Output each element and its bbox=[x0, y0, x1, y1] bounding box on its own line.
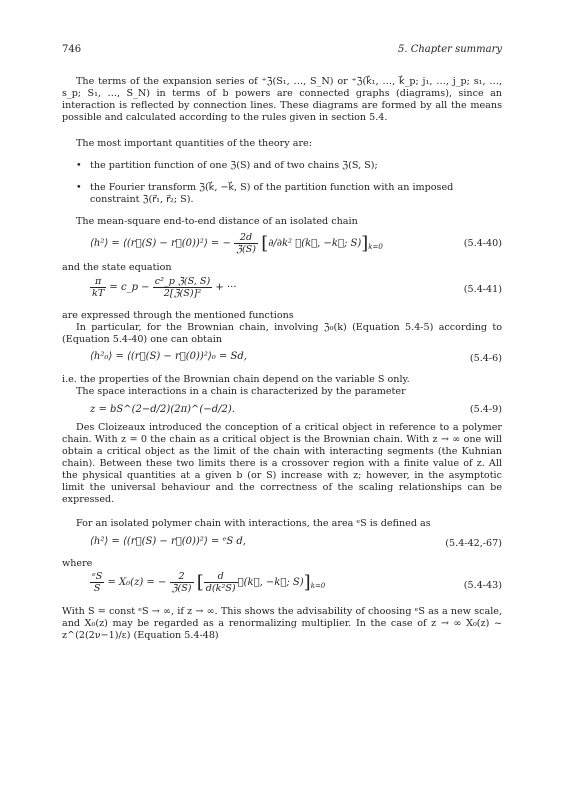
equation-5-4-43 bbox=[90, 571, 325, 594]
paragraph-expressed: are expressed through the mentioned functions bbox=[62, 310, 294, 321]
bracket-close: ] bbox=[303, 572, 311, 593]
equation-middle: = c_p − bbox=[109, 282, 150, 293]
paragraph-critical-object: Des Cloizeaux introduced the conception of a critical object in reference to a polymer chain. With z = 0 the chain as a critical object is the Brownian chain. With z → ∞ one will obtain a critical object as the limit of the chain with interacting segments (the Kuhnian chain). Between these two limits there is a crossover region with a finite value of z. All the physical quantities at a given b (or S) increase with z; however, in the asymptotic limit the universal behaviour and the correctness of the scaling relationships can be expressed. bbox=[62, 422, 502, 505]
fraction-numerator: c²_p ℨ(S, S) bbox=[154, 276, 211, 287]
page-number: 746 bbox=[62, 44, 82, 55]
equation-tail: + ··· bbox=[215, 282, 237, 293]
paragraph-mean-square: The mean-square end-to-end distance of an isolated chain bbox=[76, 216, 358, 227]
bullet-icon: • bbox=[76, 160, 82, 171]
equation-lhs: ⟨h²⟩ = ⟨(r⃗(S) − r⃗(0))²⟩ = − bbox=[90, 238, 231, 249]
fraction-numerator: ᵉS bbox=[92, 571, 103, 582]
equation-number: (5.4-6) bbox=[469, 353, 502, 364]
equation-5-4-40 bbox=[90, 232, 383, 255]
equation-number: (5.4-41) bbox=[463, 284, 502, 295]
equation-fraction bbox=[234, 232, 258, 255]
equation-fraction bbox=[170, 571, 194, 594]
equation-number: (5.4-43) bbox=[463, 580, 502, 591]
fraction-denominator: ℨ(S) bbox=[171, 583, 192, 594]
equation-5-4-9: z = bS^(2−d/2)(2π)^(−d/2). bbox=[90, 404, 235, 415]
paragraph-isolated-chain: For an isolated polymer chain with interactions, the area ᵉS is defined as bbox=[76, 518, 431, 529]
equation-fraction bbox=[204, 571, 238, 594]
paragraph-renormalizing: With S = const ᵉS → ∞, if z → ∞. This shows the advisability of choosing ᵉS as a new scale, and X₀(z) may be regarded as a renormalizing multiplier. In the case of z → ∞ X₀(z) ~ z^(2(2ν−1)/ε) (Equation 5.4-48) bbox=[62, 606, 502, 641]
bullet-icon: • bbox=[76, 182, 82, 193]
bracket-open: [ bbox=[196, 572, 204, 593]
paragraph-space-interactions: The space interactions in a chain is characterized by the parameter bbox=[76, 386, 406, 397]
paragraph-state-equation: and the state equation bbox=[62, 262, 172, 273]
equation-fraction bbox=[153, 276, 213, 299]
equation-5-4-41 bbox=[90, 276, 237, 299]
fraction-denominator: d(k²S) bbox=[205, 583, 236, 594]
equation-middle: = X₀(z) = − bbox=[107, 577, 167, 588]
paragraph-brownian-chain: In particular, for the Brownian chain, involving ℨ₀(k) (Equation 5.4-5) according to (Equation 5.4-40) one can obtain bbox=[62, 322, 502, 345]
paragraph-important-quantities: The most important quantities of the theory are: bbox=[76, 138, 312, 149]
fraction-denominator: kT bbox=[92, 288, 105, 299]
paragraph-where: where bbox=[62, 558, 93, 569]
equation-number: (5.4-42,-67) bbox=[445, 538, 502, 549]
bracket-open: [ bbox=[261, 233, 269, 254]
bracket-close: ] bbox=[361, 233, 369, 254]
fraction-numerator: 2d bbox=[234, 232, 258, 244]
fraction-numerator: π bbox=[90, 276, 106, 288]
fraction-numerator: 2 bbox=[170, 571, 194, 583]
fraction-numerator: d bbox=[204, 571, 238, 583]
equation-fraction bbox=[90, 571, 104, 594]
equation-number: (5.4-9) bbox=[469, 404, 502, 415]
equation-body: ℨ(k⃗, −k⃗; S) bbox=[237, 577, 304, 588]
fraction-denominator: ℨ(S) bbox=[236, 244, 257, 255]
fraction-denominator: 2[ℨ(S)]² bbox=[163, 288, 202, 299]
equation-body: ∂/∂k² ℨ(k⃗, −k⃗; S) bbox=[268, 238, 362, 249]
bullet-text: the partition function of one ℨ(S) and of two chains ℨ(S, S); bbox=[90, 160, 378, 171]
equation-limit: k=0 bbox=[368, 243, 383, 251]
equation-fraction bbox=[90, 276, 106, 299]
paragraph-expansion-series: The terms of the expansion series of ⁺ℨ(S₁, …, S_N) or ⁺ℨ(k⃗₁, …, k⃗_p; j₁, …, j_p; s₁, …, s_p; S₁, …, S_N) in terms of b powers are connected graphs (diagrams), since an interaction is reflected by connection lines. These diagrams are formed by all the means possible and calculated according to the rules given in section 5.4. bbox=[62, 76, 502, 123]
running-header: 5. Chapter summary bbox=[398, 44, 502, 55]
equation-5-4-42: ⟨h²⟩ = ⟨(r⃗(S) − r⃗(0))²⟩ = ᵉS d, bbox=[90, 536, 246, 547]
equation-limit: k=0 bbox=[310, 582, 326, 590]
equation-5-4-6: ⟨h²₀⟩ = ⟨(r⃗(S) − r⃗(0))²⟩₀ = Sd, bbox=[90, 351, 247, 362]
paragraph-properties: i.e. the properties of the Brownian chain depend on the variable S only. bbox=[62, 374, 410, 385]
bullet-text: the Fourier transform ℨ(k⃗, −k⃗, S) of the partition function with an imposed constraint ℨ(r⃗₁, r⃗₂; S). bbox=[90, 182, 454, 205]
equation-number: (5.4-40) bbox=[463, 238, 502, 249]
fraction-denominator: S bbox=[93, 583, 101, 594]
